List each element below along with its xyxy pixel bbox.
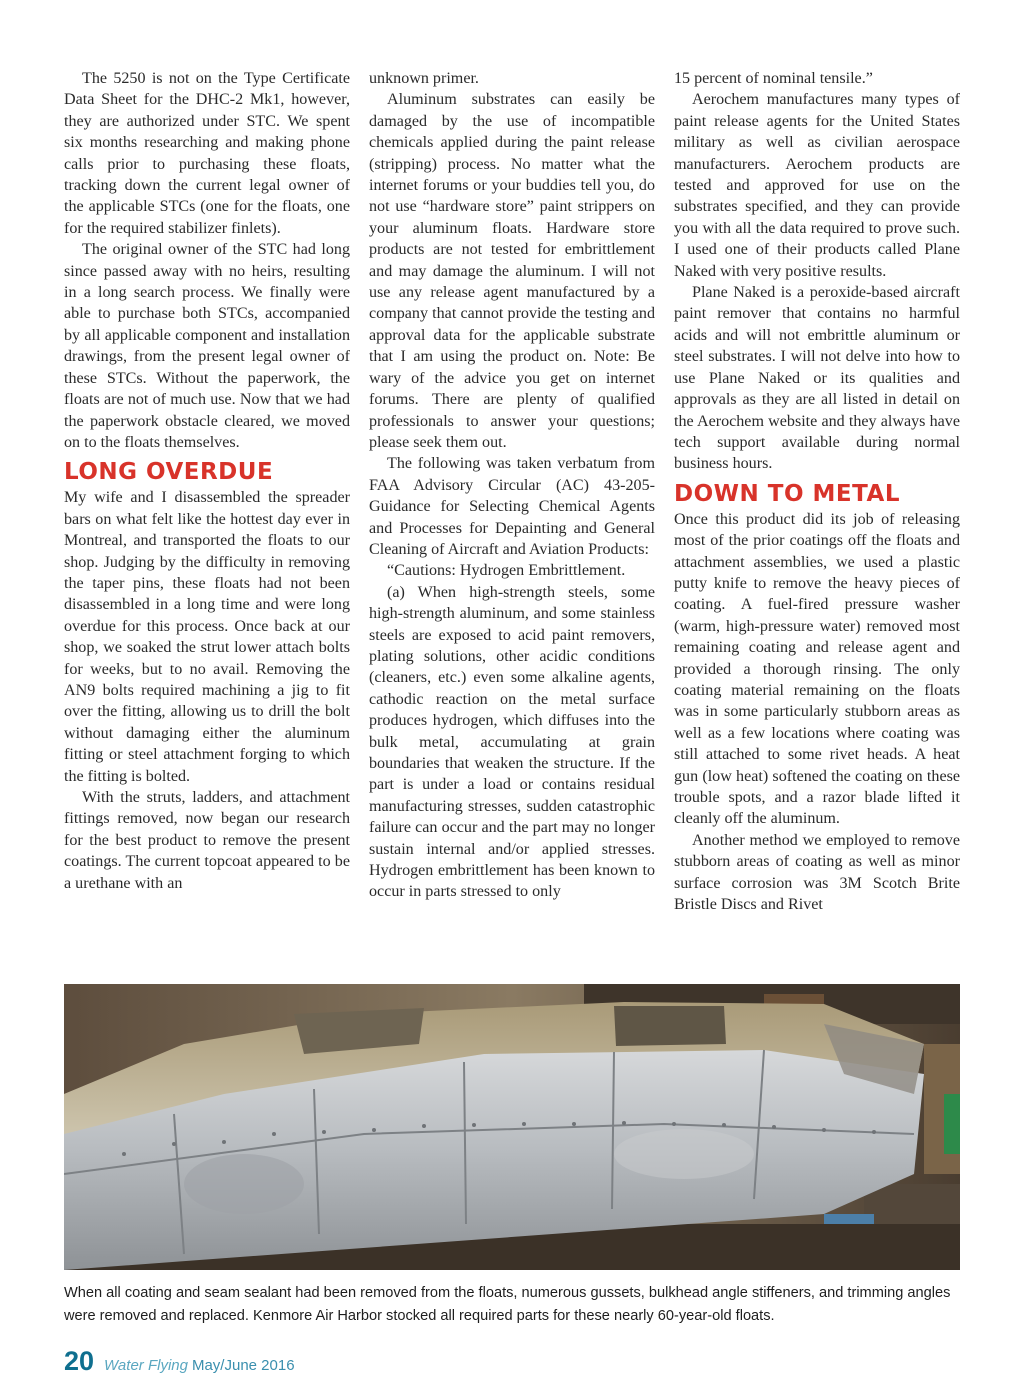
- body-paragraph: 15 percent of nominal tensile.”: [674, 70, 873, 87]
- float-photo: [64, 984, 960, 1270]
- body-paragraph: Plane Naked is a peroxide-based aircraft paint remover that contains no harmful acids and will not embrittle aluminum or steel substrates. I will not delve into how to use Plane Naked or its qualities and approvals as they are all listed in detail on the Aerochem website and they always have tech support available during normal business hours.: [674, 284, 960, 473]
- column-3: [674, 68, 960, 968]
- body-paragraph: With the struts, ladders, and attachment fittings removed, now began our research for the best product to remove the present coatings. The current topcoat appeared to be a urethane with an: [64, 789, 350, 892]
- issue-date: May/June 2016: [191, 1357, 295, 1374]
- body-paragraph: Aerochem manufactures many types of paint release agents for the United States military as well as civilian aerospace manufacturers. Aerochem products are tested and approved for use on the substrates specified, and they can provide you with all the data required to prove such. I used one of their products called Plane Naked with very positive results.: [674, 91, 960, 280]
- magazine-name: Water Flying: [104, 1357, 188, 1374]
- body-paragraph: My wife and I disassembled the spreader bars on what felt like the hottest day ever in Montreal, and transported the floats to our shop. Judging by the difficulty in removing the taper pins, these floats had not been disassembled in a long time and were long overdue for this process. Once back at our shop, we soaked the strut lower attach bolts for weeks, but to no avail. Removing the AN9 bolts required machining a jig to fit over the fitting, allowing us to drill the bolt without damaging either the aluminum fitting or steel attachment forging to which the fitting is bolted.: [64, 489, 350, 785]
- body-paragraph: (a) When high-strength steels, some high-strength aluminum, and some stainless steels are exposed to acid paint removers, plating solutions, other acidic conditions (cleaners, etc.) even some alkaline agents, cathodic reaction on the metal surface produces hydrogen, which diffuses into the bulk metal, accumulating at grain boundaries that weaken the structure. If the part is under a load or contains residual manufacturing stresses, sudden catastrophic failure can occur and the part may no longer sustain internal and/or applied stresses. Hydrogen embrittlement has been known to occur in parts stressed to only: [369, 583, 655, 901]
- article-columns: [64, 68, 960, 968]
- body-paragraph: Another method we employed to remove stubborn areas of coating as well as minor surface corrosion was 3M Scotch Brite Bristle Discs and Rivet: [674, 831, 960, 914]
- body-paragraph: unknown primer.: [369, 70, 479, 87]
- photo-caption: When all coating and seam sealant had been removed from the floats, numerous gussets, bulkhead angle stiffeners, and trimming angles were removed and replaced. Kenmore Air Harbor stocked all required parts for these nearly 60-year-old floats.: [64, 1285, 951, 1324]
- page-footer: [64, 1346, 295, 1380]
- body-paragraph: “Cautions: Hydrogen Embrittlement.: [387, 562, 626, 580]
- page-number: 20: [64, 1346, 95, 1376]
- body-paragraph: The original owner of the STC had long since passed away with no heirs, resulting in a long search process. We finally were able to purchase both STCs, accompanied by all applicable component and installation drawings, from the present legal owner of these STCs. Without the paperwork, the floats are not of much use. Now that we had the paperwork obstacle cleared, we moved on to the floats themselves.: [64, 241, 350, 451]
- body-paragraph: The following was taken verbatum from FAA Advisory Circular (AC) 43-205-Guidance for Selecting Chemical Agents and Processes for Depainting and General Cleaning of Aircraft and Aviation Products:: [369, 455, 655, 558]
- body-paragraph: Aluminum substrates can easily be damaged by the use of incompatible chemicals applied during the paint release (stripping) process. No matter what the internet forums or your buddies tell you, do not use “hardware store” paint strippers on your aluminum floats. Hardware store products are not tested for embrittlement and may damage the aluminum. I will not use any release agent manufactured by a company that cannot provide the testing and approval data for the applicable substrate that I am using the product on. Note: Be wary of the advice you get on internet forums. There are plenty of qualified professionals to answer your questions; please seek them out.: [369, 91, 655, 451]
- section-heading: LONG OVERDUE: [64, 459, 274, 486]
- column-2: [369, 68, 655, 968]
- column-1: [64, 68, 350, 968]
- section-heading: DOWN TO METAL: [674, 480, 900, 507]
- body-paragraph: The 5250 is not on the Type Certificate Data Sheet for the DHC-2 Mk1, however, they are authorized under STC. We spent six months researching and making phone calls prior to purchasing these floats, tracking down the current legal owner of the applicable STCs (one for the floats, one for the required stabilizer finlets).: [64, 70, 350, 237]
- float-photo-graphic: [64, 984, 960, 1270]
- body-paragraph: Once this product did its job of releasing most of the prior coatings off the floats and attachment assemblies, we used a plastic putty knife to remove the heavy pieces of coating. A fuel-fired pressure washer (warm, high-pressure water) removed most remaining coating and release agent and provided a thorough rinsing. The only coating material remaining on the floats was in some particularly stubborn areas as well as a few locations where coating was still attached to some rivet heads. A heat gun (low heat) softened the coating on these trouble spots, and a razor blade lifted it cleanly off the aluminum.: [674, 510, 960, 828]
